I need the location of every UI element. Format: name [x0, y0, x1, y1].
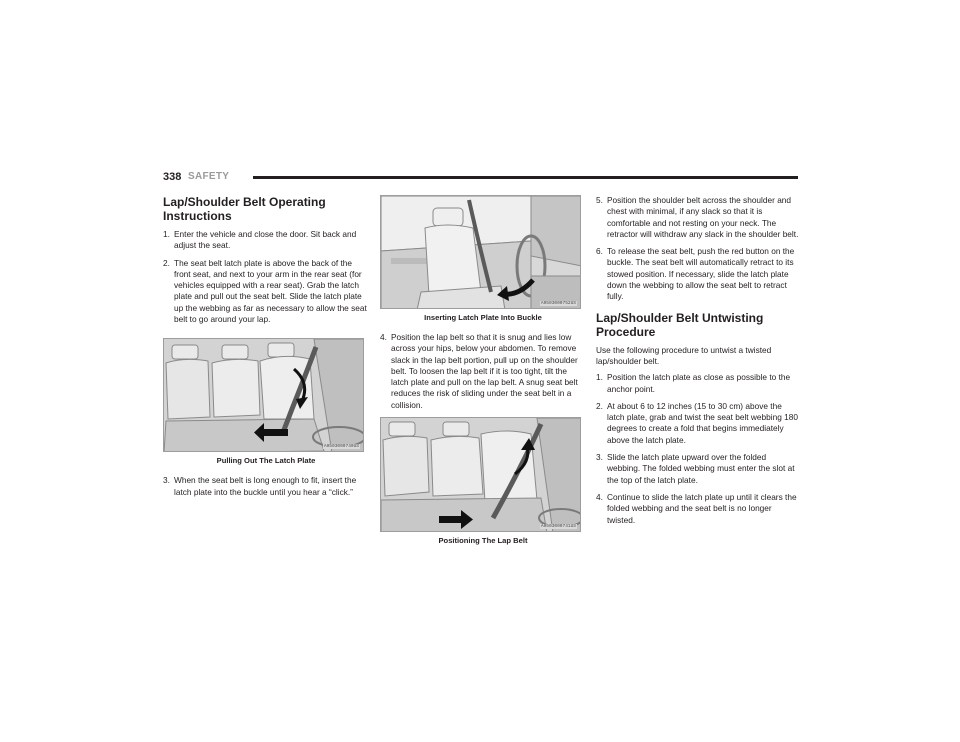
figure-code: A0503000752US — [540, 301, 576, 306]
step-number: 1. — [163, 229, 170, 239]
step-text: Enter the vehicle and close the door. Sit back and adjust the seat. — [174, 229, 357, 251]
illustration-lap-belt — [381, 418, 581, 532]
step-number: 2. — [163, 257, 170, 268]
step-text: Position the lap belt so that it is snug and lies low across your hips, below your abdomen. To remove slack in the lap belt portion, pull up on the shoulder belt. To loosen the lap belt if it is too tight, tilt the latch plate and pull on the lap belt. A snug seat belt reduces the risk of sliding under the seat belt in a collision. — [391, 332, 578, 410]
list-item — [596, 195, 801, 240]
list-item — [596, 452, 801, 486]
figure-inserting-latch-plate — [380, 195, 581, 309]
steps-list — [380, 332, 586, 411]
steps-list — [163, 475, 369, 498]
list-item — [163, 229, 369, 252]
header-rule — [253, 176, 798, 179]
page-header — [163, 171, 798, 185]
list-item — [596, 372, 801, 395]
list-item — [163, 258, 369, 326]
step-number: 1. — [596, 372, 603, 383]
column-2 — [380, 195, 586, 555]
section-title: SAFETY — [188, 171, 230, 182]
intro-paragraph: Use the following procedure to untwist a twisted lap/shoulder belt. — [596, 344, 772, 366]
column-3 — [596, 195, 801, 532]
step-text: At about 6 to 12 inches (15 to 30 cm) above the latch plate, grab and twist the seat belt webbing 180 degrees to create a fold that begins immediately above the latch plate. — [607, 400, 798, 445]
list-item — [596, 492, 801, 526]
step-number: 4. — [380, 332, 387, 342]
steps-list — [163, 229, 369, 325]
step-number: 3. — [163, 475, 170, 486]
figure-positioning-lap-belt — [380, 417, 581, 532]
figure-caption: Pulling Out The Latch Plate — [216, 456, 316, 466]
step-number: 2. — [596, 400, 603, 411]
section-heading: Lap/Shoulder Belt Operating Instructions — [163, 195, 326, 223]
section-heading: Lap/Shoulder Belt Untwisting Procedure — [596, 310, 764, 339]
figure-code: A0503000741US — [540, 524, 576, 530]
figure-caption: Inserting Latch Plate Into Buckle — [424, 313, 542, 322]
step-text: Position the latch plate as close as possible to the anchor point. — [607, 372, 791, 394]
figure-pulling-latch-plate — [163, 338, 364, 452]
list-item — [380, 332, 586, 411]
step-text: Position the shoulder belt across the shoulder and chest with minimal, if any slack so that it is comfortable and not resting on your neck. The retractor will withdraw any slack in the shoulder belt. — [607, 195, 799, 239]
step-text: To release the seat belt, push the red button on the buckle. The seat belt will automatically retract to its stowed position. If necessary, slide the latch plate down the webbing to allow the seat belt to retract fully. — [607, 246, 795, 302]
step-number: 4. — [596, 491, 603, 502]
step-text: Slide the latch plate upward over the folded webbing. The folded webbing must enter the slot at the top of the latch plate. — [607, 452, 795, 485]
step-number: 3. — [596, 452, 603, 463]
step-text: When the seat belt is long enough to fit, insert the latch plate into the buckle until you hear a “click.” — [174, 475, 357, 497]
list-item — [596, 246, 801, 302]
step-text: Continue to slide the latch plate up until it clears the folded webbing and the seat belt is no longer twisted. — [607, 491, 797, 525]
page-number: 338 — [163, 171, 182, 183]
steps-list — [596, 195, 801, 303]
column-1 — [163, 195, 369, 504]
step-number: 5. — [596, 195, 603, 205]
list-item — [163, 475, 369, 498]
illustration-rear-seat — [164, 339, 364, 452]
figure-code: A0503000740US — [323, 444, 359, 450]
step-number: 6. — [596, 246, 603, 257]
steps-list — [596, 372, 801, 526]
step-text: The seat belt latch plate is above the back of the front seat, and next to your arm in the rear seat (for vehicles equipped with a rear seat). Grab the latch plate and pull out the seat belt. Slide the latch plate up the webbing as far as necessary to allow the seat belt to go around your lap. — [174, 257, 367, 325]
illustration-front-seat — [381, 196, 581, 309]
list-item — [596, 401, 801, 446]
figure-caption: Positioning The Lap Belt — [438, 536, 528, 546]
